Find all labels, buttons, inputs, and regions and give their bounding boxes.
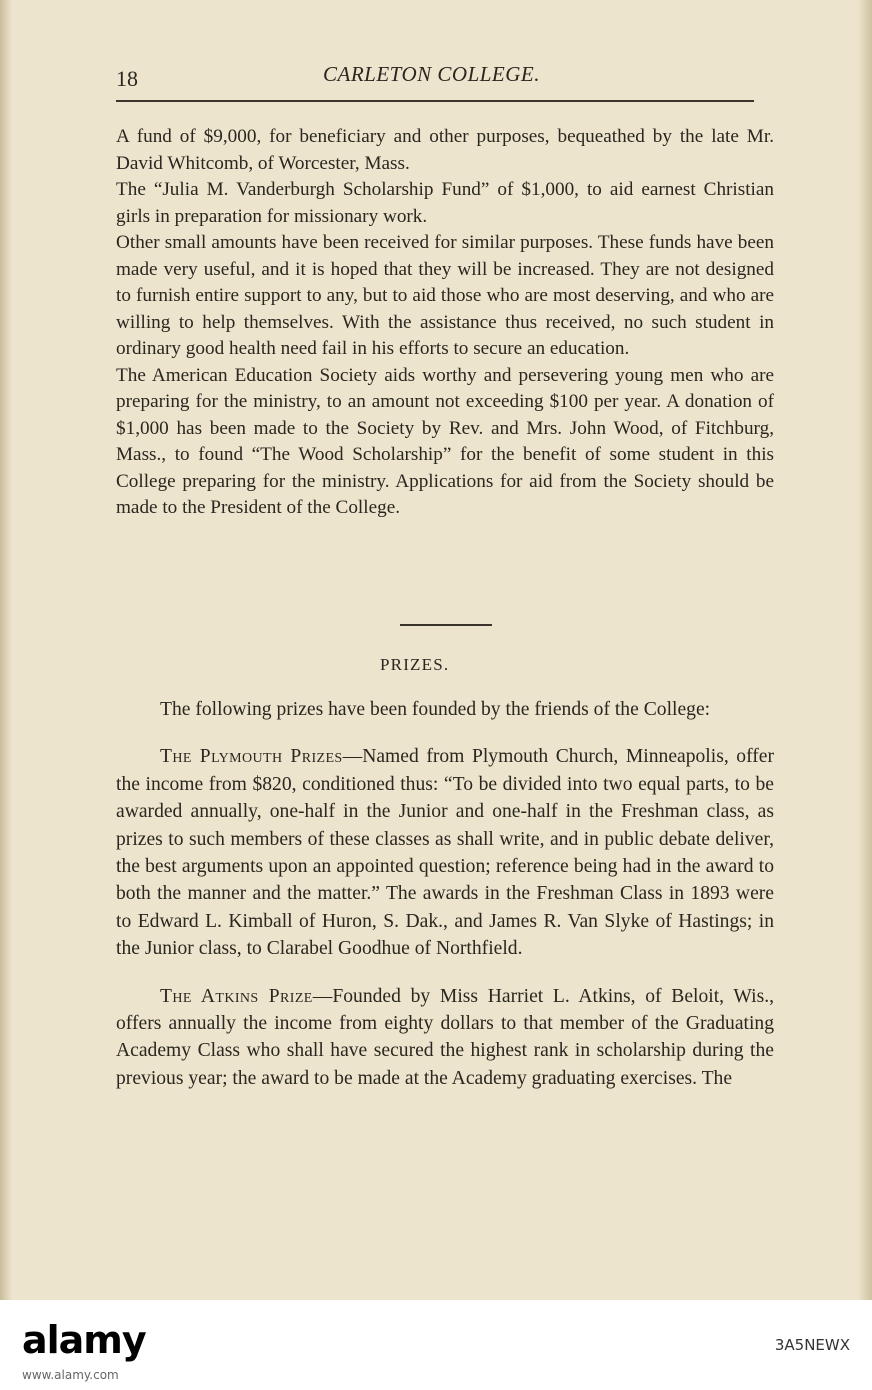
page-right-edge (858, 0, 872, 1300)
alamy-logo: alamy (22, 1318, 146, 1362)
header-rule (116, 100, 754, 102)
plymouth-prizes-paragraph (116, 743, 774, 962)
atkins-prize-name: The Atkins Prize (160, 985, 313, 1007)
paragraph-education-society: The American Education Society aids worthy and persevering young men who are preparing for the ministry, to an amount not exceeding $100 per year. A donation of $1,000 has been made to the Society by Rev. and Mrs. John Wood, of Fitchburg, Mass., to found “The Wood Scholarship” for the benefit of some student in this College preparing for the ministry. Applications for aid from the Society should be made to the President of the College. (116, 364, 774, 518)
plymouth-prizes-text: —Named from Plymouth Church, Minneapolis, offer the income from $820, conditioned thus: “To be divided into two equal parts, to be awarded annually, one-half in the Junior and one-half in the Freshman class, as prizes to such members of these classes as shall write, and in public debate deliver, the best arguments upon an appointed question; reference being had in the award to both the manner and the matter.” The awards in the Freshman Class in 1893 were to Edward L. Kimball of Huron, S. Dak., and James R. Van Slyke of Hastings; in the Junior class, to Clarabel Goodhue of Northfield. (116, 746, 774, 960)
funds-text (116, 124, 774, 522)
running-title: CARLETON COLLEGE. (323, 62, 540, 86)
paragraph-small-amounts: Other small amounts have been received for similar purposes. These funds have been made very useful, and it is hoped that they will be increased. They are not designed to furnish entire support to any, but to aid those who are most deserving, and who are willing to help themselves. With the assistance thus received, no such student in ordinary good health need fail in his efforts to secure an education. (116, 232, 774, 359)
prizes-intro: The following prizes have been founded by the friends of the College: (160, 699, 711, 720)
paragraph-vanderburgh-fund: The “Julia M. Vanderburgh Scholarship Fund” of $1,000, to aid earnest Christian girls in preparation for missionary work. (116, 179, 774, 227)
stock-watermark-bar (0, 1300, 872, 1390)
plymouth-prizes-name: The Plymouth Prizes (160, 746, 343, 768)
atkins-prize-text: —Founded by Miss Harriet L. Atkins, of Beloit, Wis., offers annually the income from eighty dollars to that member of the Graduating Academy Class who shall have secured the highest rank in scholarship during the previous year; the award to be made at the Academy graduating exercises. The (116, 985, 774, 1089)
section-separator (400, 624, 492, 626)
site-url: www.alamy.com (22, 1368, 119, 1382)
atkins-prize-paragraph (116, 983, 774, 1093)
prizes-heading: PRIZES. (380, 655, 450, 674)
page-number: 18 (116, 66, 138, 91)
page-left-edge (0, 0, 12, 1300)
prizes-text (116, 696, 774, 1092)
paragraph-whitcomb-fund: A fund of $9,000, for beneficiary and other purposes, bequeathed by the late Mr. David Whitcomb, of Worcester, Mass. (116, 126, 774, 174)
image-id: 3A5NEWX (774, 1336, 850, 1354)
